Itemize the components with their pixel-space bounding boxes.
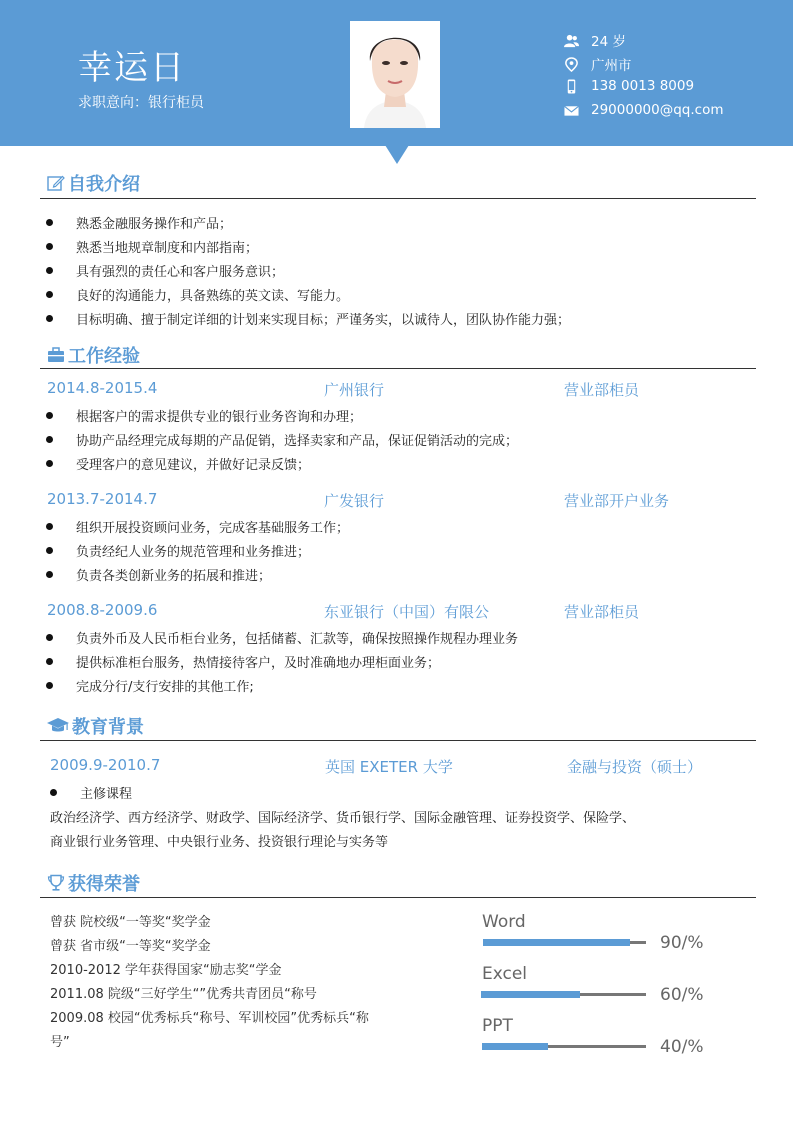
job-header (47, 601, 747, 621)
honors-title-text: 获得荣誉 (68, 874, 140, 895)
graduation-cap-icon (47, 717, 69, 735)
skill-bar-track (482, 1045, 646, 1048)
bullet-dot (46, 412, 53, 419)
bullet-dot (46, 436, 53, 443)
work-divider (40, 368, 756, 369)
phone-icon (564, 79, 579, 94)
job-position: 营业部柜员 (564, 381, 640, 399)
job-company: 广发银行 (324, 492, 385, 510)
bullet-dot (46, 243, 53, 250)
job-header (47, 379, 747, 399)
job-company: 东亚银行（中国）有限公 (324, 603, 490, 621)
education-section-title (47, 713, 144, 739)
honor-item: 2010-2012 学年获得国家“励志奖“学金 (50, 963, 282, 978)
education-divider (40, 740, 756, 741)
education-header (50, 756, 750, 776)
contact-age (564, 30, 626, 50)
job-duty-text: 协助产品经理完成每期的产品促销，选择卖家和产品，保证促销活动的完成； (76, 434, 519, 449)
bullet-dot (46, 460, 53, 467)
trophy-icon (47, 874, 65, 892)
honor-item: 2009.08 校园“优秀标兵“称号、军训校园”优秀标兵“称 (50, 1011, 369, 1026)
candidate-name: 幸运日 (78, 48, 186, 88)
job-period: 2008.8-2009.6 (47, 601, 158, 619)
job-duty (46, 430, 518, 449)
intro-item (46, 213, 232, 232)
job-duty-text: 组织开展投资顾问业务，完成客基础服务工作； (76, 521, 350, 536)
email-text: 29000000@qq.com (591, 102, 724, 118)
bullet-dot (46, 291, 53, 298)
job-duty (46, 628, 518, 647)
job-duty-text: 完成分行/支行安排的其他工作; (76, 680, 254, 695)
age-text: 24 岁 (591, 34, 626, 50)
phone-text: 138 0013 8009 (591, 78, 695, 94)
job-duty-text: 负责各类创新业务的拓展和推进； (76, 569, 272, 584)
intro-item-text: 熟悉当地规章制度和内部指南； (76, 241, 259, 256)
briefcase-icon (47, 346, 65, 364)
courses-line: 政治经济学、西方经济学、财政学、国际经济学、货币银行学、国际金融管理、证券投资学、保险学、 (50, 811, 636, 826)
job-duty-text: 负责经纪人业务的规范管理和业务推进； (76, 545, 311, 560)
honor-item: 2011.08 院级“三好学生“”优秀共青团员“称号 (50, 987, 317, 1002)
bullet-dot (46, 658, 53, 665)
intro-item-text: 熟悉金融服务操作和产品； (76, 217, 233, 232)
bullet-dot (50, 789, 57, 796)
contact-city (564, 54, 632, 74)
bullet-dot (46, 315, 53, 322)
job-period: 2014.8-2015.4 (47, 379, 158, 397)
skill-bar-fill (483, 939, 630, 946)
bullet-dot (46, 219, 53, 226)
honors-divider (40, 897, 756, 898)
job-duty (46, 454, 310, 473)
intro-item (46, 237, 258, 256)
bullet-dot (46, 571, 53, 578)
bullet-dot (46, 634, 53, 641)
honors-section-title (47, 870, 140, 896)
skill-bar-fill (482, 1043, 548, 1050)
contact-email (564, 102, 723, 118)
job-header (47, 490, 747, 510)
intro-item (46, 261, 284, 280)
education-major: 金融与投资（硕士） (567, 758, 703, 776)
skill-percent: 40/% (660, 1037, 704, 1057)
honor-item: 曾获 省市级“一等奖“奖学金 (50, 939, 211, 954)
course-heading (50, 783, 132, 802)
job-duty-text: 提供标准柜台服务，热情接待客户，及时准确地办理柜面业务； (76, 656, 441, 671)
skill-percent: 60/% (660, 985, 704, 1005)
location-pin-icon (564, 57, 579, 72)
job-duty (46, 676, 254, 695)
intro-item-text: 良好的沟通能力，具备熟练的英文读、写能力。 (76, 289, 350, 304)
job-duty-text: 根据客户的需求提供专业的银行业务咨询和办理； (76, 410, 363, 425)
education-period: 2009.9-2010.7 (50, 756, 161, 774)
intro-title-text: 自我介绍 (68, 174, 140, 195)
bullet-dot (46, 547, 53, 554)
bullet-dot (46, 682, 53, 689)
education-school: 英国 EXETER 大学 (325, 758, 453, 776)
honor-item: 曾获 院校级“一等奖“奖学金 (50, 915, 211, 930)
skill-name: Word (482, 912, 526, 932)
intro-item-text: 目标明确、擅于制定详细的计划来实现目标；严谨务实，以诚待人，团队协作能力强； (76, 313, 571, 328)
profile-photo (350, 21, 440, 128)
job-intention: 求职意向：银行柜员 (78, 95, 204, 111)
skill-bar-track (481, 993, 646, 996)
job-duty (46, 652, 440, 671)
work-title-text: 工作经验 (68, 346, 140, 367)
job-duty-text: 负责外币及人民币柜台业务，包括储蓄、汇款等，确保按照操作规程办理业务 (76, 632, 519, 647)
intro-item (46, 285, 349, 304)
city-text: 广州市 (591, 58, 632, 74)
job-duty (46, 406, 362, 425)
job-position: 营业部柜员 (564, 603, 640, 621)
job-duty (46, 517, 349, 536)
header-notch (385, 145, 409, 164)
bullet-dot (46, 523, 53, 530)
edit-icon (47, 174, 65, 192)
honor-item: 号” (50, 1035, 70, 1050)
envelope-icon (564, 103, 579, 118)
bullet-dot (46, 267, 53, 274)
intro-section-title (47, 170, 140, 196)
skill-bar-fill (481, 991, 580, 998)
intro-item-text: 具有强烈的责任心和客户服务意识； (76, 265, 285, 280)
skill-name: PPT (482, 1016, 513, 1036)
intro-divider (40, 198, 756, 199)
job-duty-text: 受理客户的意见建议，并做好记录反馈； (76, 458, 311, 473)
job-position: 营业部开户业务 (564, 492, 670, 510)
intro-item (46, 309, 570, 328)
course-heading-text: 主修课程 (80, 787, 133, 802)
user-icon (564, 33, 579, 48)
courses-line: 商业银行业务管理、中央银行业务、投资银行理论与实务等 (50, 835, 389, 850)
job-period: 2013.7-2014.7 (47, 490, 158, 508)
work-section-title (47, 342, 140, 368)
education-title-text: 教育背景 (72, 717, 144, 738)
skill-bar-track (483, 941, 646, 944)
skill-percent: 90/% (660, 933, 704, 953)
skill-name: Excel (482, 964, 528, 984)
contact-phone (564, 78, 694, 94)
job-duty (46, 565, 271, 584)
job-duty (46, 541, 310, 560)
job-company: 广州银行 (324, 381, 385, 399)
